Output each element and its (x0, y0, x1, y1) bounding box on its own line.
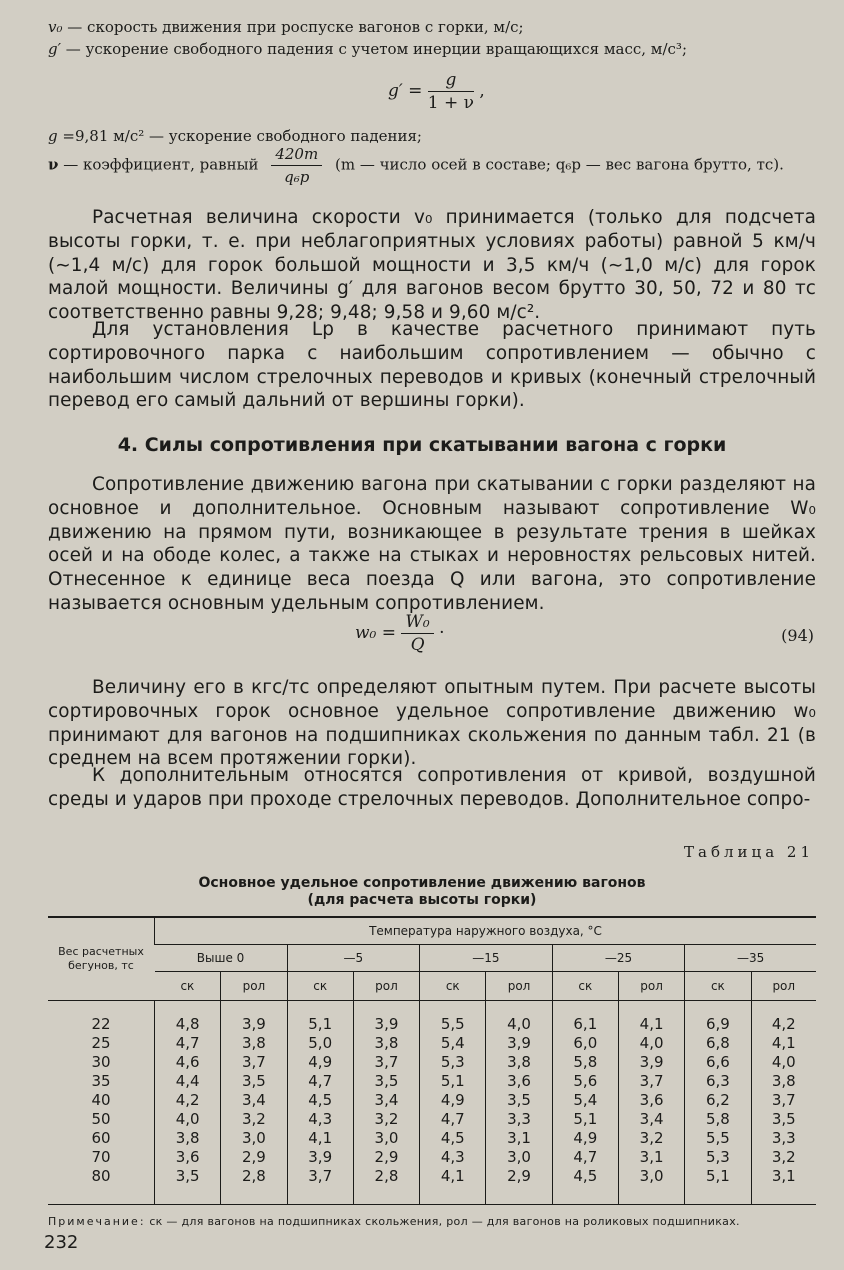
paragraph-design-speed: Расчетная величина скорости v₀ принимается (только для подсчета высоты горки, т. е. при неблагоприятных условиях работы) равной 5 км/ч (∼1,4 м/с) для горок большой мощности и 3,5 км/ч (∼1,0 м/с) для горок малой мощности. Величины g′ для вагонов весом брутто 30, 50, 72 и 80 тс соответственно равны 9,28; 9,48; 9,58 и 9,60 м/с². (48, 207, 816, 324)
resistance-cell: 3,2 (221, 1110, 287, 1129)
symbol-g: g (48, 127, 58, 145)
resistance-cell: 6,9 (685, 1015, 751, 1034)
resistance-cell: 4,6 (155, 1053, 221, 1072)
formula-g-prime-lhs: g′ = (388, 81, 423, 101)
resistance-table (48, 916, 816, 1205)
table-row (48, 1148, 816, 1167)
resistance-cell: 2,9 (221, 1148, 287, 1167)
weight-cell: 50 (91, 1110, 111, 1128)
resistance-cell: 4,1 (287, 1129, 353, 1148)
resistance-cell: 3,1 (751, 1167, 816, 1205)
definition-nu-fraction (271, 144, 322, 187)
resistance-cell: 3,5 (221, 1072, 287, 1091)
resistance-cell: 6,2 (685, 1091, 751, 1110)
resistance-cell: 3,9 (287, 1148, 353, 1167)
resistance-cell: 3,2 (353, 1110, 419, 1129)
header-temp-group: —35 (685, 945, 816, 972)
resistance-cell: 2,9 (486, 1167, 552, 1205)
resistance-cell: 2,9 (353, 1148, 419, 1167)
resistance-cell: 4,4 (155, 1072, 221, 1091)
resistance-cell: 5,1 (685, 1167, 751, 1205)
definition-nu (48, 144, 784, 187)
table-row (48, 1091, 816, 1110)
resistance-cell: 4,5 (552, 1167, 618, 1205)
note-text: ск — для вагонов на подшипниках скольжения, рол — для вагонов на роликовых подшипниках. (149, 1215, 740, 1228)
resistance-cell: 5,1 (287, 1015, 353, 1034)
resistance-cell: 4,1 (420, 1167, 486, 1205)
header-rol: рол (486, 972, 552, 1001)
resistance-cell: 4,2 (155, 1091, 221, 1110)
resistance-cell: 3,0 (618, 1167, 684, 1205)
header-weight: Вес расчетных бегунов, тс (48, 917, 155, 1001)
paragraph-resistance: Сопротивление движению вагона при скатывании с горки разделяют на основное и дополнительное. Основным называют сопротивление W₀ движению на прямом пути, возникающее в результате трения в шейках осей и на ободе колес, а также на стыках и неровностях рельсовых нитей. Отнесенное к единице веса поезда Q или вагона, это сопротивление называется основным удельным сопротивлением. (48, 474, 816, 614)
symbol-nu: ν (48, 155, 59, 174)
resistance-cell: 3,6 (618, 1091, 684, 1110)
header-rol: рол (353, 972, 419, 1001)
resistance-cell: 3,7 (221, 1053, 287, 1072)
resistance-cell: 6,3 (685, 1072, 751, 1091)
resistance-cell: 5,1 (420, 1072, 486, 1091)
resistance-cell: 3,4 (618, 1110, 684, 1129)
resistance-cell: 3,3 (486, 1110, 552, 1129)
definition-g-prime (48, 40, 687, 58)
page-number: 232 (44, 1232, 79, 1253)
weight-cell: 22 (91, 1015, 111, 1033)
header-temp-group: —5 (287, 945, 420, 972)
header-temp-group: —15 (420, 945, 553, 972)
resistance-cell: 5,6 (552, 1072, 618, 1091)
symbol-g-prime: g′ (48, 40, 62, 58)
resistance-cell: 3,9 (618, 1053, 684, 1072)
resistance-cell: 3,5 (155, 1167, 221, 1205)
resistance-cell: 3,9 (353, 1015, 419, 1034)
resistance-cell: 6,8 (685, 1034, 751, 1053)
resistance-cell: 3,9 (486, 1034, 552, 1053)
definition-g (48, 127, 422, 145)
resistance-cell: 5,3 (420, 1053, 486, 1072)
resistance-cell: 3,0 (353, 1129, 419, 1148)
equation-number: (94) (781, 626, 814, 645)
resistance-cell: 3,1 (618, 1148, 684, 1167)
resistance-cell: 2,8 (221, 1167, 287, 1205)
paragraph-design-track: Для установления Lр в качестве расчетного принимают путь сортировочного парка с наибольшим сопротивлением — обычно с наибольшим числом стрелочных переводов и кривых (конечный стрелочный перевод его самый дальний от вершины горки). (48, 319, 816, 412)
formula-g-prime-numerator: g (428, 70, 474, 92)
resistance-cell: 4,0 (751, 1053, 816, 1072)
section-heading: 4. Силы сопротивления при скатывании вагона с горки (117, 434, 727, 456)
resistance-cell: 4,2 (751, 1015, 816, 1034)
table-spacer-row (48, 1001, 816, 1016)
definition-nu-numerator: 420m (271, 144, 322, 166)
formula-g-prime-denominator: 1 + ν (427, 93, 474, 113)
table-body (48, 1001, 816, 1205)
resistance-cell: 3,8 (486, 1053, 552, 1072)
header-rol: рол (618, 972, 684, 1001)
paragraph-measurement: Величину его в кгс/тс определяют опытным путем. При расчете высоты сортировочных горок основное удельное сопротивление движению w₀ принимают для вагонов на подшипниках скольжения по данным табл. 21 (в среднем на всем протяжении горки). (48, 677, 816, 770)
resistance-cell: 3,2 (751, 1148, 816, 1167)
resistance-cell: 5,1 (552, 1110, 618, 1129)
header-sk: ск (552, 972, 618, 1001)
resistance-cell: 4,3 (420, 1148, 486, 1167)
resistance-cell: 3,3 (751, 1129, 816, 1148)
definition-v0 (48, 18, 524, 36)
definition-g-prime-text: — ускорение свободного падения с учетом инерции вращающихся масс, м/с³; (65, 40, 688, 58)
resistance-cell: 3,7 (353, 1053, 419, 1072)
header-rol: рол (221, 972, 287, 1001)
resistance-cell: 3,6 (155, 1148, 221, 1167)
definition-nu-text-after: (m — число осей в составе; q₆р — вес вагона брутто, тс). (334, 155, 784, 174)
resistance-cell: 5,4 (552, 1091, 618, 1110)
resistance-cell: 3,8 (353, 1034, 419, 1053)
formula-g-prime (388, 70, 485, 113)
resistance-cell: 3,5 (353, 1072, 419, 1091)
note-label: Примечание: (48, 1215, 146, 1228)
header-sk: ск (287, 972, 353, 1001)
resistance-cell: 4,1 (751, 1034, 816, 1053)
resistance-cell: 4,1 (618, 1015, 684, 1034)
resistance-cell: 4,9 (552, 1129, 618, 1148)
table-row (48, 1110, 816, 1129)
resistance-cell: 3,7 (618, 1072, 684, 1091)
table-row (48, 1015, 816, 1034)
resistance-cell: 2,8 (353, 1167, 419, 1205)
formula-94-numerator: W₀ (401, 612, 433, 634)
resistance-cell: 3,8 (221, 1034, 287, 1053)
resistance-cell: 4,7 (155, 1034, 221, 1053)
symbol-v0: v₀ (48, 18, 63, 36)
resistance-cell: 3,4 (221, 1091, 287, 1110)
weight-cell: 30 (91, 1053, 111, 1071)
weight-cell: 60 (91, 1129, 111, 1147)
resistance-cell: 4,7 (420, 1110, 486, 1129)
table-title-line2: (для расчета высоты горки) (307, 892, 537, 908)
resistance-cell: 4,7 (552, 1148, 618, 1167)
resistance-cell: 4,9 (287, 1053, 353, 1072)
resistance-cell: 4,3 (287, 1110, 353, 1129)
formula-94 (355, 612, 445, 655)
definition-nu-denominator: q₆р (284, 168, 310, 186)
table-caption: Таблица 21 (684, 843, 814, 861)
resistance-cell: 5,8 (552, 1053, 618, 1072)
formula-94-lhs: w₀ = (355, 623, 397, 643)
resistance-cell: 3,8 (751, 1072, 816, 1091)
header-sk: ск (685, 972, 751, 1001)
formula-94-tail: · (439, 623, 445, 643)
resistance-cell: 4,0 (618, 1034, 684, 1053)
resistance-cell: 4,0 (155, 1110, 221, 1129)
resistance-cell: 3,0 (486, 1148, 552, 1167)
weight-cell: 80 (48, 1167, 155, 1205)
resistance-cell: 6,0 (552, 1034, 618, 1053)
paragraph-additional: К дополнительным относятся сопротивления от кривой, воздушной среды и ударов при проходе стрелочных переводов. Дополнительное сопро- (48, 765, 816, 810)
resistance-cell: 4,0 (486, 1015, 552, 1034)
definition-g-text: =9,81 м/с² — ускорение свободного падения; (62, 127, 422, 145)
resistance-cell: 3,0 (221, 1129, 287, 1148)
resistance-cell: 6,6 (685, 1053, 751, 1072)
table-row (48, 1167, 816, 1205)
header-sk: ск (420, 972, 486, 1001)
resistance-cell: 6,1 (552, 1015, 618, 1034)
formula-g-prime-tail: , (479, 81, 485, 101)
table-row (48, 1053, 816, 1072)
formula-g-prime-fraction (428, 70, 474, 113)
resistance-cell: 3,9 (221, 1015, 287, 1034)
resistance-cell: 3,5 (751, 1110, 816, 1129)
definition-v0-text: — скорость движения при роспуске вагонов с горки, м/с; (67, 18, 524, 36)
weight-cell: 35 (91, 1072, 111, 1090)
resistance-cell: 4,9 (420, 1091, 486, 1110)
formula-94-fraction (401, 612, 433, 655)
table-row (48, 1129, 816, 1148)
resistance-cell: 4,5 (287, 1091, 353, 1110)
resistance-cell: 3,6 (486, 1072, 552, 1091)
resistance-cell: 5,0 (287, 1034, 353, 1053)
resistance-cell: 4,5 (420, 1129, 486, 1148)
resistance-cell: 3,7 (751, 1091, 816, 1110)
header-temperature: Температура наружного воздуха, °С (155, 917, 817, 945)
resistance-cell: 3,2 (618, 1129, 684, 1148)
resistance-cell: 4,7 (287, 1072, 353, 1091)
resistance-cell: 3,8 (155, 1129, 221, 1148)
definition-nu-text-before: — коэффициент, равный (63, 155, 259, 174)
header-temp-group: Выше 0 (155, 945, 288, 972)
table-note (48, 1215, 740, 1228)
resistance-cell: 5,5 (420, 1015, 486, 1034)
resistance-cell: 3,1 (486, 1129, 552, 1148)
header-rol: рол (751, 972, 816, 1001)
resistance-cell: 3,5 (486, 1091, 552, 1110)
resistance-cell: 5,8 (685, 1110, 751, 1129)
resistance-cell: 5,3 (685, 1148, 751, 1167)
table-title-line1: Основное удельное сопротивление движению вагонов (198, 875, 646, 891)
resistance-cell: 5,5 (685, 1129, 751, 1148)
weight-cell: 40 (91, 1091, 111, 1109)
resistance-cell: 4,8 (155, 1015, 221, 1034)
weight-cell: 70 (91, 1148, 111, 1166)
header-temp-group: —25 (552, 945, 685, 972)
resistance-cell: 3,7 (287, 1167, 353, 1205)
table-row (48, 1034, 816, 1053)
weight-cell: 25 (91, 1034, 111, 1052)
header-sk: ск (155, 972, 221, 1001)
table-row (48, 1072, 816, 1091)
formula-94-denominator: Q (410, 635, 425, 655)
resistance-cell: 3,4 (353, 1091, 419, 1110)
resistance-cell: 5,4 (420, 1034, 486, 1053)
